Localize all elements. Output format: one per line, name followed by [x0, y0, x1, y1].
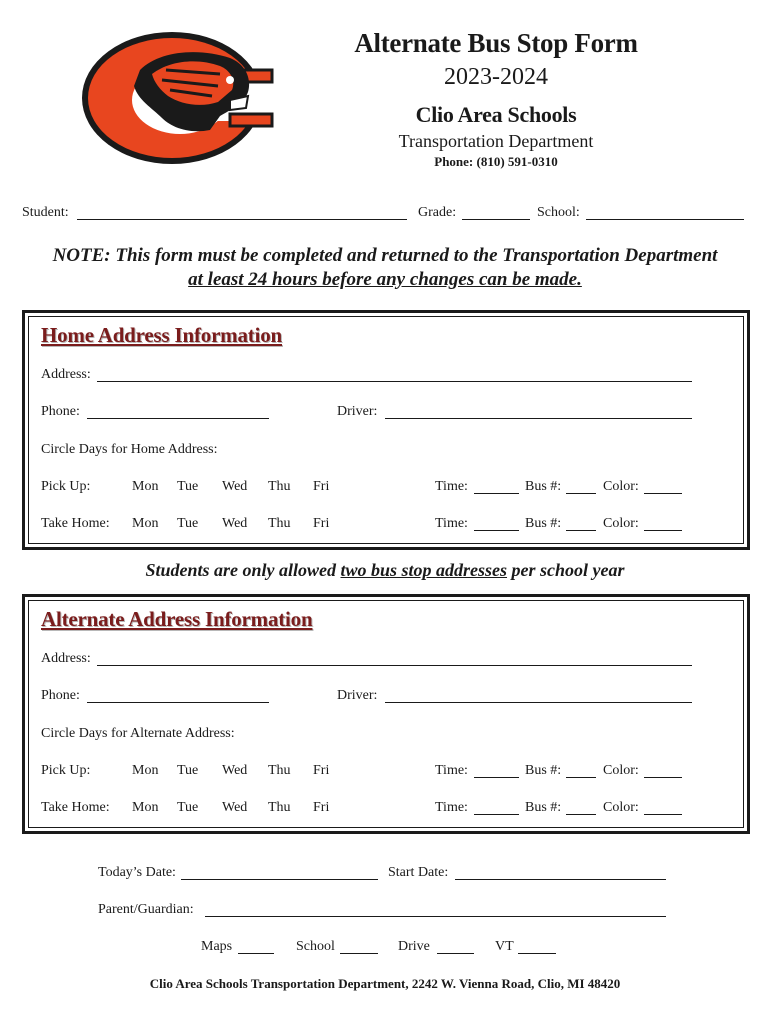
alt-pickup-tue[interactable]: Tue — [177, 763, 199, 778]
home-phone-label: Phone: — [41, 404, 80, 419]
alt-driver-label: Driver: — [337, 688, 378, 703]
home-pickup-label: Pick Up: — [41, 479, 91, 494]
department-name: Transportation Department — [398, 131, 594, 151]
home-pickup-color-field[interactable] — [644, 477, 682, 494]
start-date-field[interactable] — [455, 863, 666, 880]
alt-takehome-tue[interactable]: Tue — [177, 800, 199, 815]
school-check-label: School — [296, 939, 335, 954]
alt-address-label: Address: — [41, 651, 91, 666]
home-takehome-label: Take Home: — [41, 516, 110, 531]
home-takehome-time-field[interactable] — [474, 514, 519, 531]
alt-takehome-color-label: Color: — [603, 800, 639, 815]
alt-takehome-thu[interactable]: Thu — [268, 800, 291, 815]
alt-pickup-mon[interactable]: Mon — [132, 763, 159, 778]
student-label: Student: — [22, 205, 69, 220]
home-pickup-bus-label: Bus #: — [525, 479, 562, 494]
alt-takehome-bus-label: Bus #: — [525, 800, 562, 815]
todays-date-label: Today’s Date: — [98, 865, 176, 880]
home-pickup-fri[interactable]: Fri — [313, 479, 330, 494]
home-takehome-fri[interactable]: Fri — [313, 516, 330, 531]
alt-takehome-wed[interactable]: Wed — [222, 800, 248, 815]
drive-field[interactable] — [437, 937, 474, 954]
alt-pickup-time-label: Time: — [435, 763, 468, 778]
drive-label: Drive — [398, 939, 430, 954]
alt-driver-field[interactable] — [385, 686, 692, 703]
home-section-title: Home Address Information — [41, 323, 282, 347]
department-phone: Phone: (810) 591-0310 — [434, 154, 558, 169]
alt-phone-field[interactable] — [87, 686, 269, 703]
footer-address: Clio Area Schools Transportation Department, 2242 W. Vienna Road, Clio, MI 48420 — [149, 976, 621, 991]
start-date-label: Start Date: — [388, 865, 449, 880]
home-address-section — [22, 310, 750, 550]
todays-date-field[interactable] — [181, 863, 378, 880]
alt-takehome-time-label: Time: — [435, 800, 468, 815]
home-driver-field[interactable] — [385, 402, 692, 419]
home-circle-days-label: Circle Days for Home Address: — [41, 442, 218, 457]
form-title: Alternate Bus Stop Form — [354, 28, 638, 58]
home-pickup-color-label: Color: — [603, 479, 639, 494]
note-line1: This form must be completed and returned to the Transportation Department — [110, 245, 718, 266]
note-prefix: NOTE: — [52, 245, 111, 266]
alt-takehome-time-field[interactable] — [474, 798, 519, 815]
alt-section-title: Alternate Address Information — [41, 607, 313, 631]
home-takehome-wed[interactable]: Wed — [222, 516, 248, 531]
home-takehome-mon[interactable]: Mon — [132, 516, 159, 531]
home-takehome-tue[interactable]: Tue — [177, 516, 199, 531]
notice-after: per school year — [507, 560, 625, 580]
grade-field[interactable] — [462, 203, 530, 220]
notice-underlined: two bus stop addresses — [340, 560, 508, 580]
note-line2: at least 24 hours before any changes can be made. — [188, 269, 582, 290]
alt-takehome-label: Take Home: — [41, 800, 110, 815]
alternate-address-section — [22, 594, 750, 834]
alt-pickup-time-field[interactable] — [474, 761, 519, 778]
alt-pickup-bus-field[interactable] — [566, 761, 596, 778]
alt-takehome-bus-field[interactable] — [566, 798, 596, 815]
bronco-mascot-logo — [80, 30, 274, 166]
alt-pickup-wed[interactable]: Wed — [222, 763, 248, 778]
home-pickup-bus-field[interactable] — [566, 477, 596, 494]
address-limit-notice — [20, 560, 750, 581]
home-phone-field[interactable] — [87, 402, 269, 419]
vt-field[interactable] — [518, 937, 556, 954]
alt-pickup-color-field[interactable] — [644, 761, 682, 778]
home-pickup-thu[interactable]: Thu — [268, 479, 291, 494]
school-check-field[interactable] — [340, 937, 378, 954]
maps-label: Maps — [201, 939, 233, 954]
alt-pickup-color-label: Color: — [603, 763, 639, 778]
alt-takehome-color-field[interactable] — [644, 798, 682, 815]
note-text — [20, 244, 750, 292]
home-takehome-color-field[interactable] — [644, 514, 682, 531]
parent-guardian-label: Parent/Guardian: — [98, 902, 194, 917]
student-field[interactable] — [77, 203, 407, 220]
home-takehome-time-label: Time: — [435, 516, 468, 531]
alt-pickup-fri[interactable]: Fri — [313, 763, 330, 778]
notice-before: Students are only allowed — [145, 560, 341, 580]
school-label: School: — [537, 205, 580, 220]
home-takehome-color-label: Color: — [603, 516, 639, 531]
home-takehome-bus-field[interactable] — [566, 514, 596, 531]
grade-label: Grade: — [418, 205, 457, 220]
alt-takehome-mon[interactable]: Mon — [132, 800, 159, 815]
home-pickup-tue[interactable]: Tue — [177, 479, 199, 494]
alt-phone-label: Phone: — [41, 688, 80, 703]
alt-pickup-label: Pick Up: — [41, 763, 91, 778]
alt-pickup-thu[interactable]: Thu — [268, 763, 291, 778]
school-field[interactable] — [586, 203, 744, 220]
home-pickup-mon[interactable]: Mon — [132, 479, 159, 494]
alt-pickup-bus-label: Bus #: — [525, 763, 562, 778]
home-driver-label: Driver: — [337, 404, 378, 419]
home-takehome-bus-label: Bus #: — [525, 516, 562, 531]
alt-takehome-fri[interactable]: Fri — [313, 800, 330, 815]
home-address-field[interactable] — [97, 365, 692, 382]
home-address-label: Address: — [41, 367, 91, 382]
home-pickup-time-label: Time: — [435, 479, 468, 494]
maps-field[interactable] — [238, 937, 274, 954]
alt-address-field[interactable] — [97, 649, 692, 666]
alt-circle-days-label: Circle Days for Alternate Address: — [41, 726, 235, 741]
home-pickup-time-field[interactable] — [474, 477, 519, 494]
home-takehome-thu[interactable]: Thu — [268, 516, 291, 531]
vt-label: VT — [495, 939, 514, 954]
school-year: 2023-2024 — [444, 64, 548, 90]
parent-guardian-field[interactable] — [205, 900, 666, 917]
home-pickup-wed[interactable]: Wed — [222, 479, 248, 494]
school-name: Clio Area Schools — [415, 102, 577, 127]
